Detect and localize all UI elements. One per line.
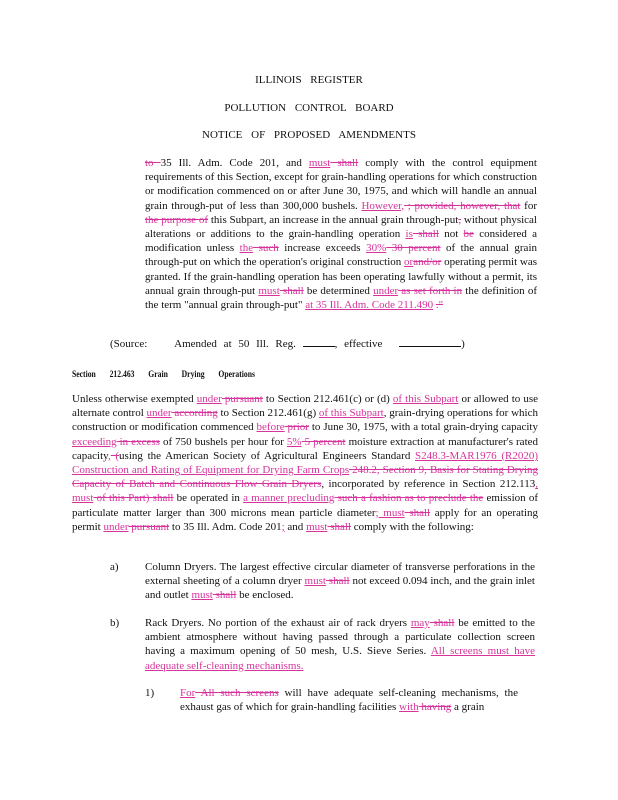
deleted-text: of this Part) shall: [93, 492, 174, 505]
body-text: to Section 212.461(g): [217, 407, 319, 420]
body-text: or allowed to use alternate control: [72, 393, 539, 420]
board-name: POLLUTION CONTROL BOARD: [224, 102, 394, 114]
item-a-column-dryers: [145, 560, 535, 603]
body-text: , grain-drying operations for which construction or modification commenced: [72, 407, 538, 434]
body-text: for: [520, 199, 537, 212]
body-text: be emitted to the ambient atmosphere without having passed through a particulate collection screen having a maximum opening of 50 mesh, U.S. Sieve Series.: [145, 617, 535, 658]
item-1-screens: [180, 686, 518, 714]
body-text: and: [284, 520, 307, 533]
inserted-text: For: [180, 687, 196, 699]
inserted-text: of this Subpart: [318, 407, 384, 420]
inserted-text: S248.3-MAR1976 (R2020) Construction and Rating of Equipment for Drying Farm Crops: [72, 449, 538, 477]
inserted-text: the: [239, 242, 254, 255]
section-title: Grain Drying Operations: [148, 369, 255, 379]
deleted-text: having: [418, 701, 452, 714]
deleted-text: to: [145, 157, 161, 169]
inserted-text: exceeding: [72, 435, 117, 448]
paragraph-grain-drying: [72, 392, 538, 534]
body-text: be determined: [303, 284, 374, 297]
effective-date-blank: [399, 337, 461, 347]
deleted-text: in excess: [116, 435, 160, 448]
inserted-text: , must: [72, 478, 538, 505]
inserted-text: with: [399, 701, 419, 714]
item-b-rack-dryers: [145, 616, 535, 673]
deleted-text: according: [171, 407, 218, 420]
body-text: will have adequate self-cleaning mechanisms, the exhaust gas of which for grain-handling facilities: [180, 687, 518, 714]
inserted-text: at 35 Ill. Adm. Code 211.490: [305, 299, 434, 312]
inserted-text: ,: [107, 449, 111, 462]
source-prefix: (Source:: [110, 338, 148, 350]
body-text: emission of particulate matter larger than 300 microns mean particle diameter: [72, 492, 539, 519]
deleted-text: .": [435, 299, 444, 312]
item-1-label: 1): [145, 687, 155, 699]
deleted-text: shall: [325, 575, 350, 588]
item-b-label: b): [110, 617, 120, 629]
source-mid: , effective: [334, 338, 383, 350]
deleted-text: as set forth in: [398, 284, 463, 297]
inserted-text: must: [258, 284, 280, 297]
inserted-text: under: [373, 284, 399, 297]
deleted-text: the purpose of: [145, 213, 209, 226]
deleted-text: prior: [284, 421, 309, 434]
body-text: , incorporated by reference in Section 212.113: [321, 478, 536, 491]
item-a-label: a): [110, 561, 119, 573]
register-title: ILLINOIS REGISTER: [255, 74, 363, 86]
body-text: not exceed 0.094 inch, and the grain inlet and outlet: [145, 575, 535, 602]
body-text: Unless otherwise exempted: [72, 393, 197, 405]
inserted-text: must: [308, 157, 331, 169]
body-text: not: [438, 228, 464, 241]
body-text: comply with the control equipment requirements of this Section, except for grain-handling operations for which construction or modification commenced on or after June 30, 1975, and which will handle an annual grain through-put of less than 300,000 bushels.: [145, 157, 537, 212]
source-note: [110, 337, 465, 351]
body-text: this Subpart, an increase in the annual grain through-put: [208, 213, 459, 226]
deleted-text: 5 percent: [301, 435, 346, 448]
body-text: apply for an operating permit: [72, 506, 538, 533]
body-text: of 750 bushels per hour for: [159, 435, 287, 448]
inserted-text: All screens must have adequate self-cleaning mechanisms.: [145, 645, 535, 672]
body-text: Column Dryers. The largest effective circular diameter of transverse perforations in the external sheeting of a column dryer: [145, 561, 535, 588]
deleted-text: be: [463, 228, 474, 241]
deleted-text: shall: [412, 228, 439, 241]
deleted-text: All such screens: [195, 687, 279, 699]
body-text: without physical alterations or additions to the grain-handling operation: [145, 213, 537, 241]
deleted-text: such: [253, 242, 279, 255]
deleted-text: pursuant: [221, 393, 263, 405]
deleted-text: ; provided, however, that: [404, 199, 521, 212]
deleted-text: ,: [458, 213, 462, 226]
inserted-text: ;: [281, 520, 285, 533]
inserted-text: under: [146, 407, 172, 420]
deleted-text: shall: [279, 284, 304, 297]
deleted-text: shall: [404, 506, 431, 519]
inserted-text: of this Subpart: [392, 393, 459, 405]
paragraph-exemption: [145, 156, 537, 312]
register-blank: [303, 337, 335, 347]
deleted-text: shall: [212, 589, 237, 602]
body-text: moisture extraction at manufacturer's rated capacity: [72, 435, 539, 462]
source-text: Amended at 50 Ill. Reg.: [174, 338, 296, 350]
inserted-text: is: [405, 228, 413, 241]
deleted-text: 248.2, Section 9, Basis for Stating Drying Capacity of Batch and Continuous Flow Grain Dryers: [72, 464, 538, 491]
body-text: 35 Ill. Adm. Code 201, and: [160, 157, 309, 169]
body-text: of the annual grain through-put on which the operation's original construction: [145, 242, 537, 269]
section-number: Section 212.463: [72, 369, 135, 379]
deleted-text: (: [110, 449, 120, 462]
inserted-text: However,: [361, 199, 405, 212]
deleted-text: and/or: [413, 256, 442, 269]
inserted-text: a manner precluding: [243, 492, 335, 505]
inserted-text: must: [304, 575, 326, 588]
deleted-text: 30 percent: [386, 242, 441, 255]
deleted-text: shall: [330, 157, 359, 169]
inserted-text: before: [256, 421, 285, 434]
deleted-text: such a fashion as to preclude the: [334, 492, 484, 505]
inserted-text: 30%: [366, 242, 387, 255]
body-text: to June 30, 1975, with a total grain-drying capacity: [308, 421, 538, 434]
body-text: operating permit was granted. If the grain-handling operation has been operating lawfully without a permit, its annual grain through-put: [145, 256, 537, 297]
body-text: be operated in: [173, 492, 244, 505]
body-text: be enclosed.: [236, 589, 294, 602]
body-text: Rack Dryers. No portion of the exhaust air of rack dryers: [145, 617, 411, 629]
body-text: to Section 212.461(c) or (d): [262, 393, 393, 405]
body-text: using the American Society of Agricultural Engineers Standard: [119, 449, 416, 462]
deleted-text: shall: [429, 617, 455, 629]
inserted-text: ; must: [375, 506, 405, 519]
body-text: a grain: [451, 701, 485, 714]
inserted-text: must: [191, 589, 213, 602]
body-text: the definition of the term "annual grain through-put": [145, 284, 537, 312]
inserted-text: or: [404, 256, 414, 269]
body-text: considered a modification unless: [145, 228, 538, 255]
deleted-text: pursuant: [128, 520, 170, 533]
source-suffix: ): [461, 338, 465, 350]
deleted-text: shall: [327, 520, 351, 533]
inserted-text: must: [306, 520, 328, 533]
inserted-text: may: [410, 617, 430, 629]
body-text: to 35 Ill. Adm. Code 201: [169, 520, 282, 533]
section-heading: [72, 367, 255, 381]
inserted-text: under: [103, 520, 129, 533]
body-text: comply with the following:: [351, 520, 474, 533]
inserted-text: under: [196, 393, 222, 405]
body-text: increase exceeds: [278, 242, 367, 255]
inserted-text: 5%: [286, 435, 302, 448]
notice-title: NOTICE OF PROPOSED AMENDMENTS: [202, 129, 416, 141]
